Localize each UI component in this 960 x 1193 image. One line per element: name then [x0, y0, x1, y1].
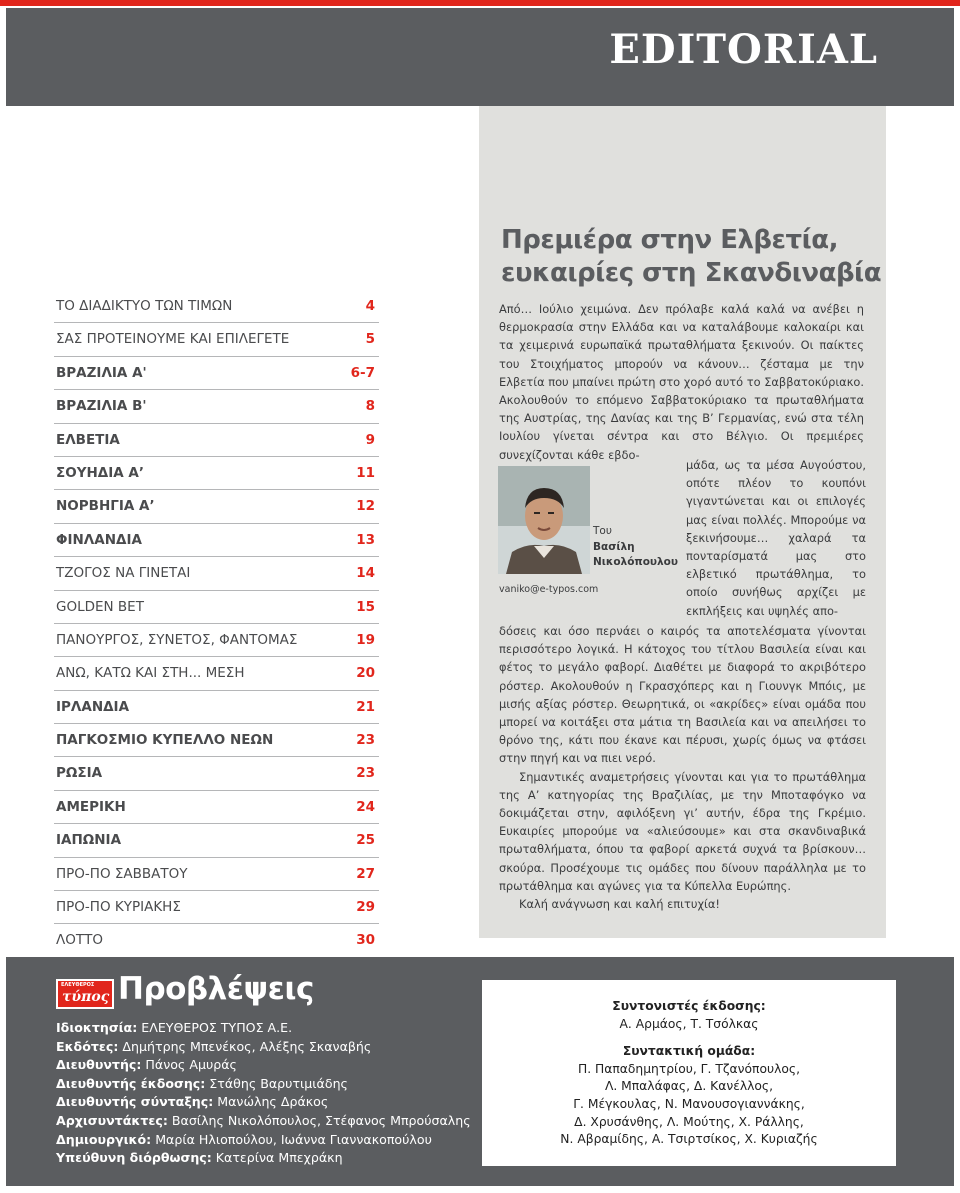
credit-line: [56, 1019, 471, 1038]
toc-item-label: ΣΟΥΗΔΙΑ Α’: [56, 464, 144, 481]
credit-line: [56, 1075, 471, 1094]
toc-item-page: 30: [356, 932, 375, 949]
toc-item-label: ΦΙΝΛΑΝΔΙΑ: [56, 531, 142, 548]
toc-item[interactable]: [54, 357, 379, 390]
article-body-continued: [499, 622, 866, 913]
toc-item-page: 15: [356, 598, 375, 615]
toc-item-page: 13: [356, 531, 375, 548]
credit-names: Στάθης Βαρυτιμιάδης: [205, 1075, 348, 1091]
article-paragraph-4: Σημαντικές αναμετρήσεις γίνονται και για το πρωτάθλημα της Α’ κατηγορίας της Βραζιλίας, με την Μποταφόγκο να δοκιμάζεται στην, αφιλόξενη γι’ αυτήν, έδρα της Γκρέμιο. Ευκαιρίες μπορούμε να «αλιεύσουμε» και στα σκανδιναβικά πρωταθλήματα, όπου τα φαβορί αρκετά συχνά τα βρίσκουν… σκούρα. Προσέχουμε τις ομάδες που δίνουν παράλληλα με το πρωτάθλημα και αγώνες για τα Κύπελλα Ευρώπης.: [499, 769, 866, 893]
toc-item-label: ΝΟΡΒΗΓΙΑ Α’: [56, 498, 155, 515]
toc-item-page: 6-7: [350, 364, 375, 381]
credit-names: ΕΛΕΥΘΕΡΟΣ ΤΥΠΟΣ Α.Ε.: [137, 1020, 293, 1035]
credit-role: Διευθυντής σύνταξης:: [56, 1094, 214, 1110]
credit-role: Διευθυντής:: [56, 1057, 142, 1073]
toc-item-page: 24: [356, 798, 375, 815]
page-title: EDITORIAL: [609, 26, 878, 73]
author-photo: [498, 466, 590, 574]
toc-item-page: 11: [356, 464, 375, 481]
toc-item-page: 27: [356, 865, 375, 882]
team-names: [482, 1061, 896, 1149]
credit-names: Πάνος Αμυράς: [141, 1057, 237, 1073]
toc-item-page: 20: [356, 665, 375, 682]
brand-name: Προβλέψεις: [118, 971, 314, 1007]
toc-item-page: 25: [356, 832, 375, 849]
toc-item[interactable]: [54, 524, 379, 557]
toc-item[interactable]: [54, 657, 379, 690]
top-red-rule: [0, 0, 960, 6]
toc-item[interactable]: [54, 691, 379, 724]
toc-item-page: 8: [365, 398, 375, 415]
toc-item[interactable]: [54, 390, 379, 423]
article-paragraph-1: Από… Ιούλιο χειμώνα. Δεν πρόλαβε καλά καλά να ανέβει η θερμοκρασία στην Ελλάδα και να καταλάβουμε καλοκαίρι και τα χειμερινά ευρωπαϊκά πρωταθλήματα ξεκινούν. Οι παίκτες του Στοιχήματος μπορούν να κάνουν… ζέσταμα με την Ελβετία που μπαίνει πρώτη στο χορό αυτό το Σαββατοκύριακο. Ακολουθούν το επόμενο Σαββατοκύριακο τα πρωταθλήματα της Αυστρίας, της Δανίας και της Β’ Γερμανίας, ενώ στα τέλη Ιουλίου γίνεται σέντρα και στο Βέλγιο. Οι πρεμιέρες συνεχίζονται κάθε εβδο-: [499, 302, 864, 462]
credit-names: Βασίλης Νικολόπουλος, Στέφανος Μπρούσαλης: [167, 1112, 471, 1128]
toc-item[interactable]: [54, 424, 379, 457]
credits-list: [56, 1019, 471, 1168]
toc-item[interactable]: [54, 290, 379, 323]
article-title: [501, 224, 891, 290]
team-line: Π. Παπαδημητρίου, Γ. Τζανόπουλος,: [577, 1061, 801, 1076]
toc-item[interactable]: [54, 791, 379, 824]
credit-line: [56, 1112, 471, 1131]
author-email[interactable]: vaniko@e-typos.com: [499, 584, 599, 595]
toc-item-label: ΒΡΑΖΙΛΙΑ Α': [56, 364, 147, 381]
coordinators-title: Συντονιστές έκδοσης:: [612, 999, 766, 1013]
toc-item[interactable]: [54, 490, 379, 523]
toc-item-page: 9: [365, 431, 375, 448]
toc-item-label: ΡΩΣΙΑ: [56, 765, 103, 782]
team-line: Λ. Μπαλάφας, Δ. Κανέλλος,: [604, 1079, 774, 1094]
toc-item-page: 21: [356, 698, 375, 715]
toc-item-label: ΠΡΟ-ΠΟ ΣΑΒΒΑΤΟΥ: [56, 865, 188, 882]
credit-line: [56, 1038, 471, 1057]
masthead-footer: [6, 957, 954, 1186]
toc-item[interactable]: [54, 323, 379, 356]
toc-item-page: 29: [356, 899, 375, 916]
team-line: Δ. Χρυσάνθης, Λ. Μούτης, Χ. Ράλλης,: [574, 1114, 804, 1129]
credit-line: [56, 1056, 471, 1075]
toc-item[interactable]: [54, 624, 379, 657]
credit-role: Εκδότες:: [56, 1038, 119, 1054]
toc-item[interactable]: [54, 457, 379, 490]
toc-item-page: 14: [356, 565, 375, 582]
credit-names: Δημήτρης Μπενέκος, Αλέξης Σκαναβής: [118, 1038, 372, 1054]
team-line: Γ. Μέγκουλας, Ν. Μανουσογιαννάκης,: [573, 1096, 805, 1111]
team-line: Ν. Αβραμίδης, Α. Τσιρτσίκος, Χ. Κυριαζής: [560, 1132, 818, 1147]
toc-item[interactable]: [54, 757, 379, 790]
toc-item[interactable]: [54, 924, 379, 957]
toc-item-page: 23: [356, 765, 375, 782]
toc-item[interactable]: [54, 557, 379, 590]
credit-role: Υπεύθυνη διόρθωσης:: [56, 1150, 212, 1166]
toc-item-page: 12: [356, 498, 375, 515]
toc-item-label: GOLDEN BET: [56, 598, 144, 615]
toc-item-page: 5: [365, 331, 375, 348]
credit-line: [56, 1131, 471, 1150]
credit-role: Αρχισυντάκτες:: [56, 1112, 168, 1128]
toc-item-page: 19: [356, 631, 375, 648]
article-title-line-1: Πρεμιέρα στην Ελβετία,: [501, 225, 838, 255]
toc-item[interactable]: [54, 891, 379, 924]
credit-line: [56, 1149, 471, 1168]
toc-item-label: ΑΜΕΡΙΚΗ: [56, 798, 126, 815]
toc-item[interactable]: [54, 591, 379, 624]
toc-item[interactable]: [54, 858, 379, 891]
toc-item-label: ΙΡΛΑΝΔΙΑ: [56, 698, 130, 715]
toc-item[interactable]: [54, 724, 379, 757]
article-paragraph-3: δόσεις και όσο περνάει ο καιρός τα αποτελέσματα γίνονται περισσότερο λογικά. Η κάτοχος του τίτλου Βασιλεία είναι και φέτος το μεγάλο φαβορί. Διαθέτει με διαφορά το ακριβότερο ρόστερ. Ακολουθούν η Γκρασχόπερς και η Γιουνγκ Μπόις, με μισής αξίας ρόστερ. Θεωρητικά, οι «ακρίδες» είναι ομάδα που μπορεί να κοιτάξει στα μάτια τη Βασιλεία και να απειλήσει το θρόνο της, κάτι που έκανε και πέρυσι, χωρίς όμως να φτάσει στην πηγή και να πιει νερό.: [499, 624, 866, 766]
toc-item-label: ΒΡΑΖΙΛΙΑ Β': [56, 398, 147, 415]
team-title: Συντακτική ομάδα:: [622, 1044, 756, 1059]
toc-item-page: 4: [365, 298, 375, 314]
toc-item-label: ΕΛΒΕΤΙΑ: [56, 431, 120, 448]
toc-item-label: ΤΖΟΓΟΣ ΝΑ ΓΙΝΕΤΑΙ: [56, 565, 191, 582]
toc-item-page: 23: [356, 732, 375, 749]
author-prefix: Του: [593, 525, 612, 537]
article-closing: Καλή ανάγνωση και καλή επιτυχία!: [519, 897, 720, 912]
toc-item-label: ΠΑΝΟΥΡΓΟΣ, ΣΥΝΕΤΟΣ, ΦΑΝΤΟΜΑΣ: [56, 631, 298, 648]
editorial-team-box: [482, 980, 896, 1166]
editorial-article: [479, 106, 886, 938]
toc-item-label: ΙΑΠΩΝΙΑ: [56, 832, 122, 849]
credit-names: Κατερίνα Μπεχράκη: [211, 1150, 343, 1166]
credit-names: Μαρία Ηλιοπούλου, Ιωάννα Γιαννακοπούλου: [151, 1131, 432, 1147]
credit-names: Μανώλης Δράκος: [213, 1094, 329, 1110]
toc-item-label: ΛΟΤΤΟ: [56, 932, 103, 949]
credit-role: Ιδιοκτησία:: [56, 1020, 138, 1035]
author-name: Βασίλη Νικολόπουλου: [593, 541, 678, 568]
page-header: [6, 8, 954, 106]
toc-item-label: ΑΝΩ, ΚΑΤΩ ΚΑΙ ΣΤΗ... ΜΕΣΗ: [56, 665, 245, 682]
toc-item-label: ΣΑΣ ΠΡΟΤΕΙΝΟΥΜΕ ΚΑΙ ΕΠΙΛΕΓΕΤΕ: [56, 331, 290, 348]
eleftheros-typos-logo: ΕΛΕΥΘΕΡΟΣ τύπος: [56, 979, 114, 1009]
table-of-contents: [54, 290, 379, 958]
toc-item-label: ΠΡΟ-ΠΟ ΚΥΡΙΑΚΗΣ: [56, 899, 181, 916]
toc-item[interactable]: [54, 824, 379, 857]
toc-item-label: ΤΟ ΔΙΑΔΙΚΤΥΟ ΤΩΝ ΤΙΜΩΝ: [56, 298, 233, 314]
article-title-line-2: ευκαιρίες στη Σκανδιναβία: [501, 258, 882, 288]
credit-line: [56, 1093, 471, 1112]
credit-role: Δημιουργικό:: [56, 1131, 152, 1147]
toc-item-label: ΠΑΓΚΟΣΜΙΟ ΚΥΠΕΛΛΟ ΝΕΩΝ: [56, 732, 274, 749]
article-paragraph-2: μάδα, ως τα μέσα Αυγούστου, οπότε πλέον το κουπόνι γιγαντώνεται και οι επιλογές μας είναι πολλές. Μπορούμε να ξεκινήσουμε… χαλαρά τα πονταρίσματά μας στο ελβετικό πρωτάθλημα, το οποίο συνήθως αρχίζει με εκπλήξεις και υψηλές απο-: [686, 458, 866, 618]
coordinators-names: Α. Αρμάος, Τ. Τσόλκας: [619, 1016, 759, 1031]
credit-role: Διευθυντής έκδοσης:: [56, 1075, 206, 1091]
